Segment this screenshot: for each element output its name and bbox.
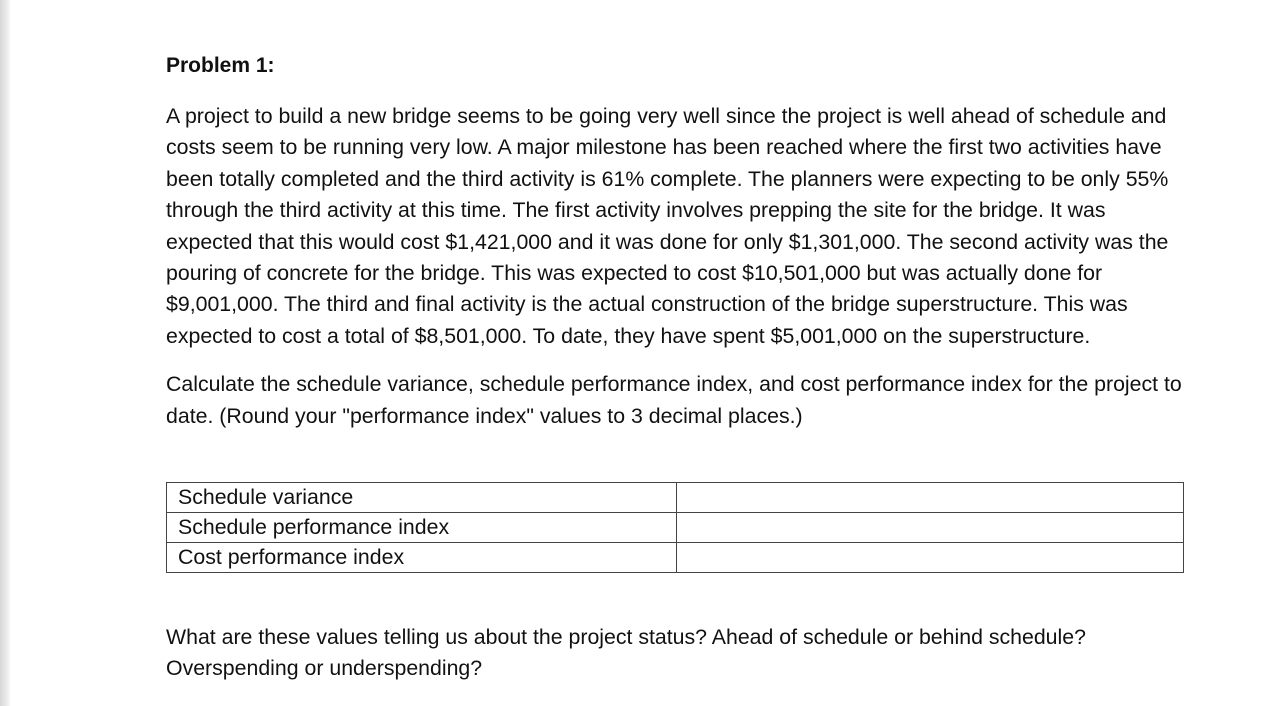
problem-heading: Problem 1:	[166, 54, 275, 77]
table-row	[167, 513, 1184, 543]
answer-cell-schedule-variance[interactable]	[676, 483, 1183, 513]
table-row	[167, 483, 1184, 513]
table-row	[167, 543, 1184, 573]
row-label-schedule-variance: Schedule variance	[167, 483, 677, 513]
status-question: What are these values telling us about the project status? Ahead of schedule or behind schedule? Overspending or underspending?	[166, 625, 1086, 681]
answer-cell-schedule-performance-index[interactable]	[676, 513, 1183, 543]
document-page	[166, 52, 1196, 681]
answer-table	[166, 482, 1184, 573]
answer-cell-cost-performance-index[interactable]	[676, 543, 1183, 573]
row-label-cost-performance-index: Cost performance index	[167, 543, 677, 573]
problem-instruction: Calculate the schedule variance, schedule performance index, and cost performance index for the project to date. (Round your "performance index" values to 3 decimal places.)	[166, 372, 1182, 428]
page-left-shadow	[0, 0, 10, 706]
row-label-schedule-performance-index: Schedule performance index	[167, 513, 677, 543]
problem-description: A project to build a new bridge seems to be going very well since the project is well ahead of schedule and costs seem to be running very low. A major milestone has been reached where the first two activities have been totally completed and the third activity is 61% complete. The planners were expecting to be only 55% through the third activity at this time. The first activity involves prepping the site for the bridge. It was expected that this would cost $1,421,000 and it was done for only $1,301,000. The second activity was the pouring of concrete for the bridge. This was expected to cost $10,501,000 but was actually done for $9,001,000. The third and final activity is the actual construction of the bridge superstructure. This was expected to cost a total of $8,501,000. To date, they have spent $5,001,000 on the superstructure.	[166, 104, 1169, 348]
